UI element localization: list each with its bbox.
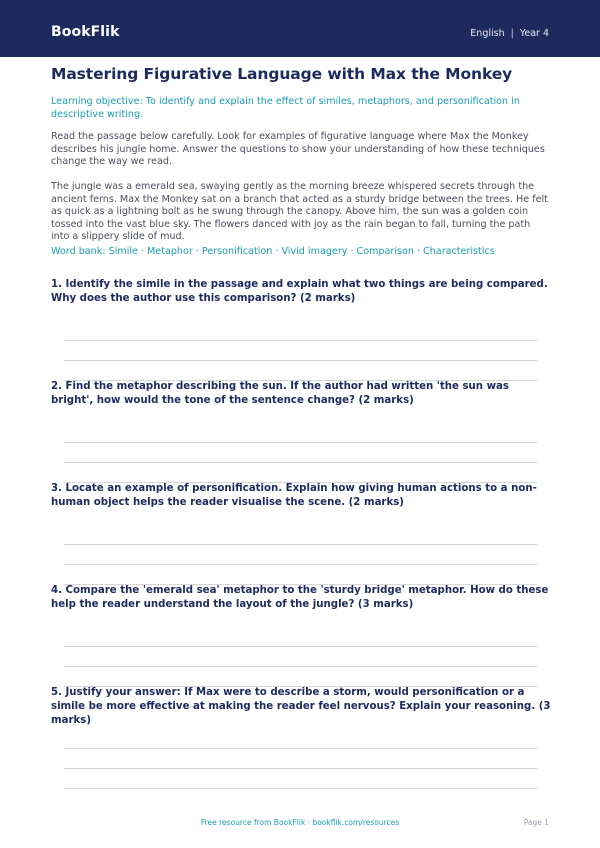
question-3	[51, 482, 551, 510]
answer-line[interactable]	[64, 340, 537, 341]
learning-objective: Learning objective: To identify and explain the effect of similes, metaphors, and personification in descriptive writing.	[51, 96, 520, 120]
answer-line[interactable]	[64, 442, 537, 443]
question-text: 4. Compare the 'emerald sea' metaphor to the 'sturdy bridge' metaphor. How do these help the reader understand the layout of the jungle? (3 marks)	[51, 585, 549, 611]
instructions-paragraph: Read the passage below carefully. Look for examples of figurative language where Max the Monkey describes his jungle home. Answer the questions to show your understanding of how these techniques change the way we read.	[51, 131, 545, 168]
question-2	[51, 380, 551, 408]
word-bank-separator: ·	[350, 246, 354, 257]
question-text: 2. Find the metaphor describing the sun. If the author had written 'the sun was bright', how would the tone of the sentence change? (2 marks)	[51, 381, 509, 407]
answer-line[interactable]	[64, 768, 537, 769]
answer-line[interactable]	[64, 564, 537, 565]
header-meta	[470, 28, 549, 39]
subject-label: English	[470, 28, 505, 39]
word-bank-label: Word bank:	[51, 246, 106, 257]
question-5	[51, 686, 551, 729]
question-text: 1. Identify the simile in the passage and explain what two things are being compared. Why does the author use this comparison? (2 marks)	[51, 279, 548, 305]
question-text: 3. Locate an example of personification. Explain how giving human actions to a non-human object helps the reader visualise the scene. (2 marks)	[51, 483, 537, 509]
answer-line[interactable]	[64, 646, 537, 647]
word-bank-word: Personification	[201, 246, 273, 257]
word-bank-separator: ·	[140, 246, 145, 257]
page-title: Mastering Figurative Language with Max the Monkey	[51, 65, 513, 83]
page-header	[0, 0, 600, 57]
brand-logo[interactable]: BookFlik	[51, 24, 120, 40]
word-bank	[51, 246, 551, 257]
question-text: 5. Justify your answer: If Max were to describe a storm, would personification or a simile be more effective at making the reader feel nervous? Explain your reasoning. (3 marks)	[51, 687, 551, 727]
answer-line[interactable]	[64, 748, 537, 749]
word-bank-separator: ·	[275, 246, 279, 257]
word-bank-separator: ·	[416, 246, 421, 257]
word-bank-word: Simile	[108, 246, 138, 257]
page-number: Page 1	[523, 818, 549, 827]
answer-line[interactable]	[64, 788, 537, 789]
footer-credit-link[interactable]: Free resource from BookFlik · bookflik.com/resources	[200, 818, 400, 827]
reading-passage: The jungle was a emerald sea, swaying gently as the morning breeze whispered secrets through the ancient ferns. Max the Monkey sat on a branch that acted as a sturdy bridge between the trees. He felt as quick as a lightning bolt as he swung through the canopy. Above him, the sun was a golden coin tossed into the vast blue sky. The flowers danced with joy as the rain began to fall, turning the path into a slippery slide of mud.	[51, 181, 548, 243]
word-bank-word: Comparison	[356, 246, 414, 257]
word-bank-separator: ·	[195, 246, 199, 257]
question-1	[51, 278, 551, 306]
header-separator: |	[510, 28, 514, 39]
question-4	[51, 584, 551, 612]
word-bank-word: Characteristics	[423, 246, 495, 257]
answer-line[interactable]	[64, 462, 537, 463]
word-bank-word: Metaphor	[147, 246, 193, 257]
answer-line[interactable]	[64, 544, 537, 545]
answer-line[interactable]	[64, 666, 537, 667]
word-bank-word: Vivid imagery	[281, 246, 348, 257]
answer-line[interactable]	[64, 360, 537, 361]
year-label: Year 4	[519, 28, 549, 39]
